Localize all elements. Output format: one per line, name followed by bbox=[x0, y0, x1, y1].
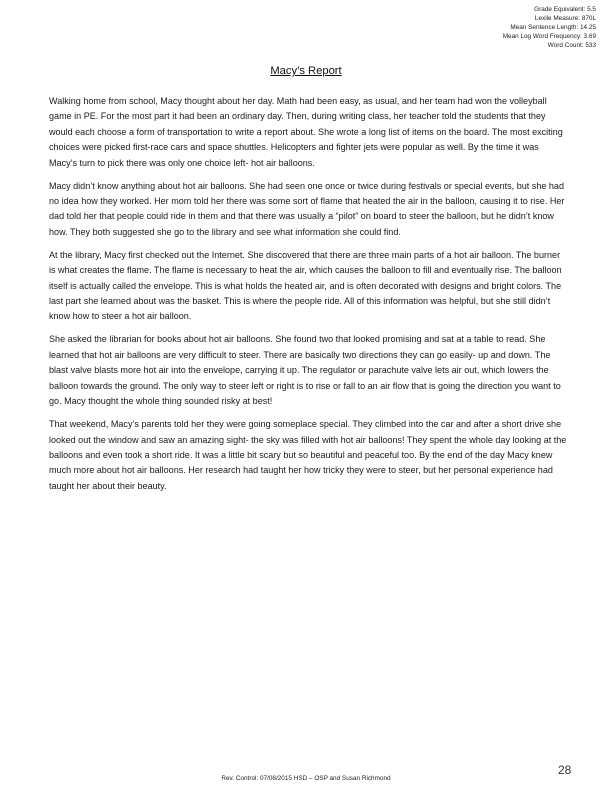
page-number: 28 bbox=[558, 763, 572, 777]
grade-equivalent: Grade Equivalent: 5.5 bbox=[534, 6, 596, 13]
mean-log-word-frequency: Mean Log Word Frequency: 3.69 bbox=[502, 33, 596, 40]
mean-sentence-length: Mean Sentence Length: 14.25 bbox=[510, 24, 596, 31]
paragraph: That weekend, Macy’s parents told her they were going someplace special. They climbed into the car and after a short drive she looked out the window and saw an amazing sight- the sky was filled with hot air balloons! They spent the whole day looking at the balloons and even took a short ride. It was a little bit scary but so beautiful and peaceful too. By the end of the day Macy knew much more about hot air balloons. Her research had taught her how tricky they were to steer, but her personal experience had taught her about their beauty. bbox=[49, 419, 567, 491]
word-count: Word Count: 533 bbox=[547, 42, 596, 49]
story-body bbox=[49, 94, 567, 502]
paragraph: Walking home from school, Macy thought about her day. Math had been easy, as usual, and her team had won the volleyball game in PE. For the most part it had been an ordinary day. Then, during writing class, her teacher told the students that they would each choose a form of transportation to write a report about. She wrote a long list of items on the board. The most exciting choices were picked first-race cars and space shuttles. Helicopters and fighter jets were popular as well. By the time it was Macy’s turn to pick there was only one choice left- hot air balloons. bbox=[49, 96, 563, 168]
paragraph: Macy didn’t know anything about hot air balloons. She had seen one once or twice during festivals or special events, but she had no idea how they worked. Her mom told her there was some sort of flame that heated the air in the balloon, causing it to rise. Her dad told her that people could ride in them and that there was usually a “pilot” on board to steer the balloon, but he didn’t know how. They both suggested she go to the library and see what information she could find. bbox=[49, 180, 565, 237]
paragraph: At the library, Macy first checked out the Internet. She discovered that there are three main parts of a hot air balloon. The burner is what creates the flame. The flame is necessary to heat the air, which causes the balloon to fill and eventually rise. The balloon itself is actually called the envelope. This is what holds the heated air, and is often decorated with designs and bright colors. The last part she learned about was the basket. This is where the people ride. All of this information was helpful, but she still didn’t know how to steer a hot air balloon. bbox=[49, 249, 562, 322]
revision-footer: Rev. Control: 07/08/2015 HSD – OSP and Susan Richmond bbox=[221, 775, 391, 782]
page-title: Macy’s Report bbox=[270, 65, 342, 77]
text-statistics bbox=[503, 5, 596, 50]
paragraph: She asked the librarian for books about hot air balloons. She found two that looked promising and sat at a table to read. She learned that hot air balloons are very difficult to steer. There are basically two directions they can go easily- up and down. The blast valve blasts more hot air into the envelope, carrying it up. The regulator or parachute valve lets air out, which lowers the balloon towards the ground. The only way to steer left or right is to rise or fall to an air flow that is going the direction you want to go. Macy thought the whole thing sounded risky at best! bbox=[49, 334, 561, 407]
lexile-measure: Lexile Measure: 870L bbox=[534, 15, 596, 22]
